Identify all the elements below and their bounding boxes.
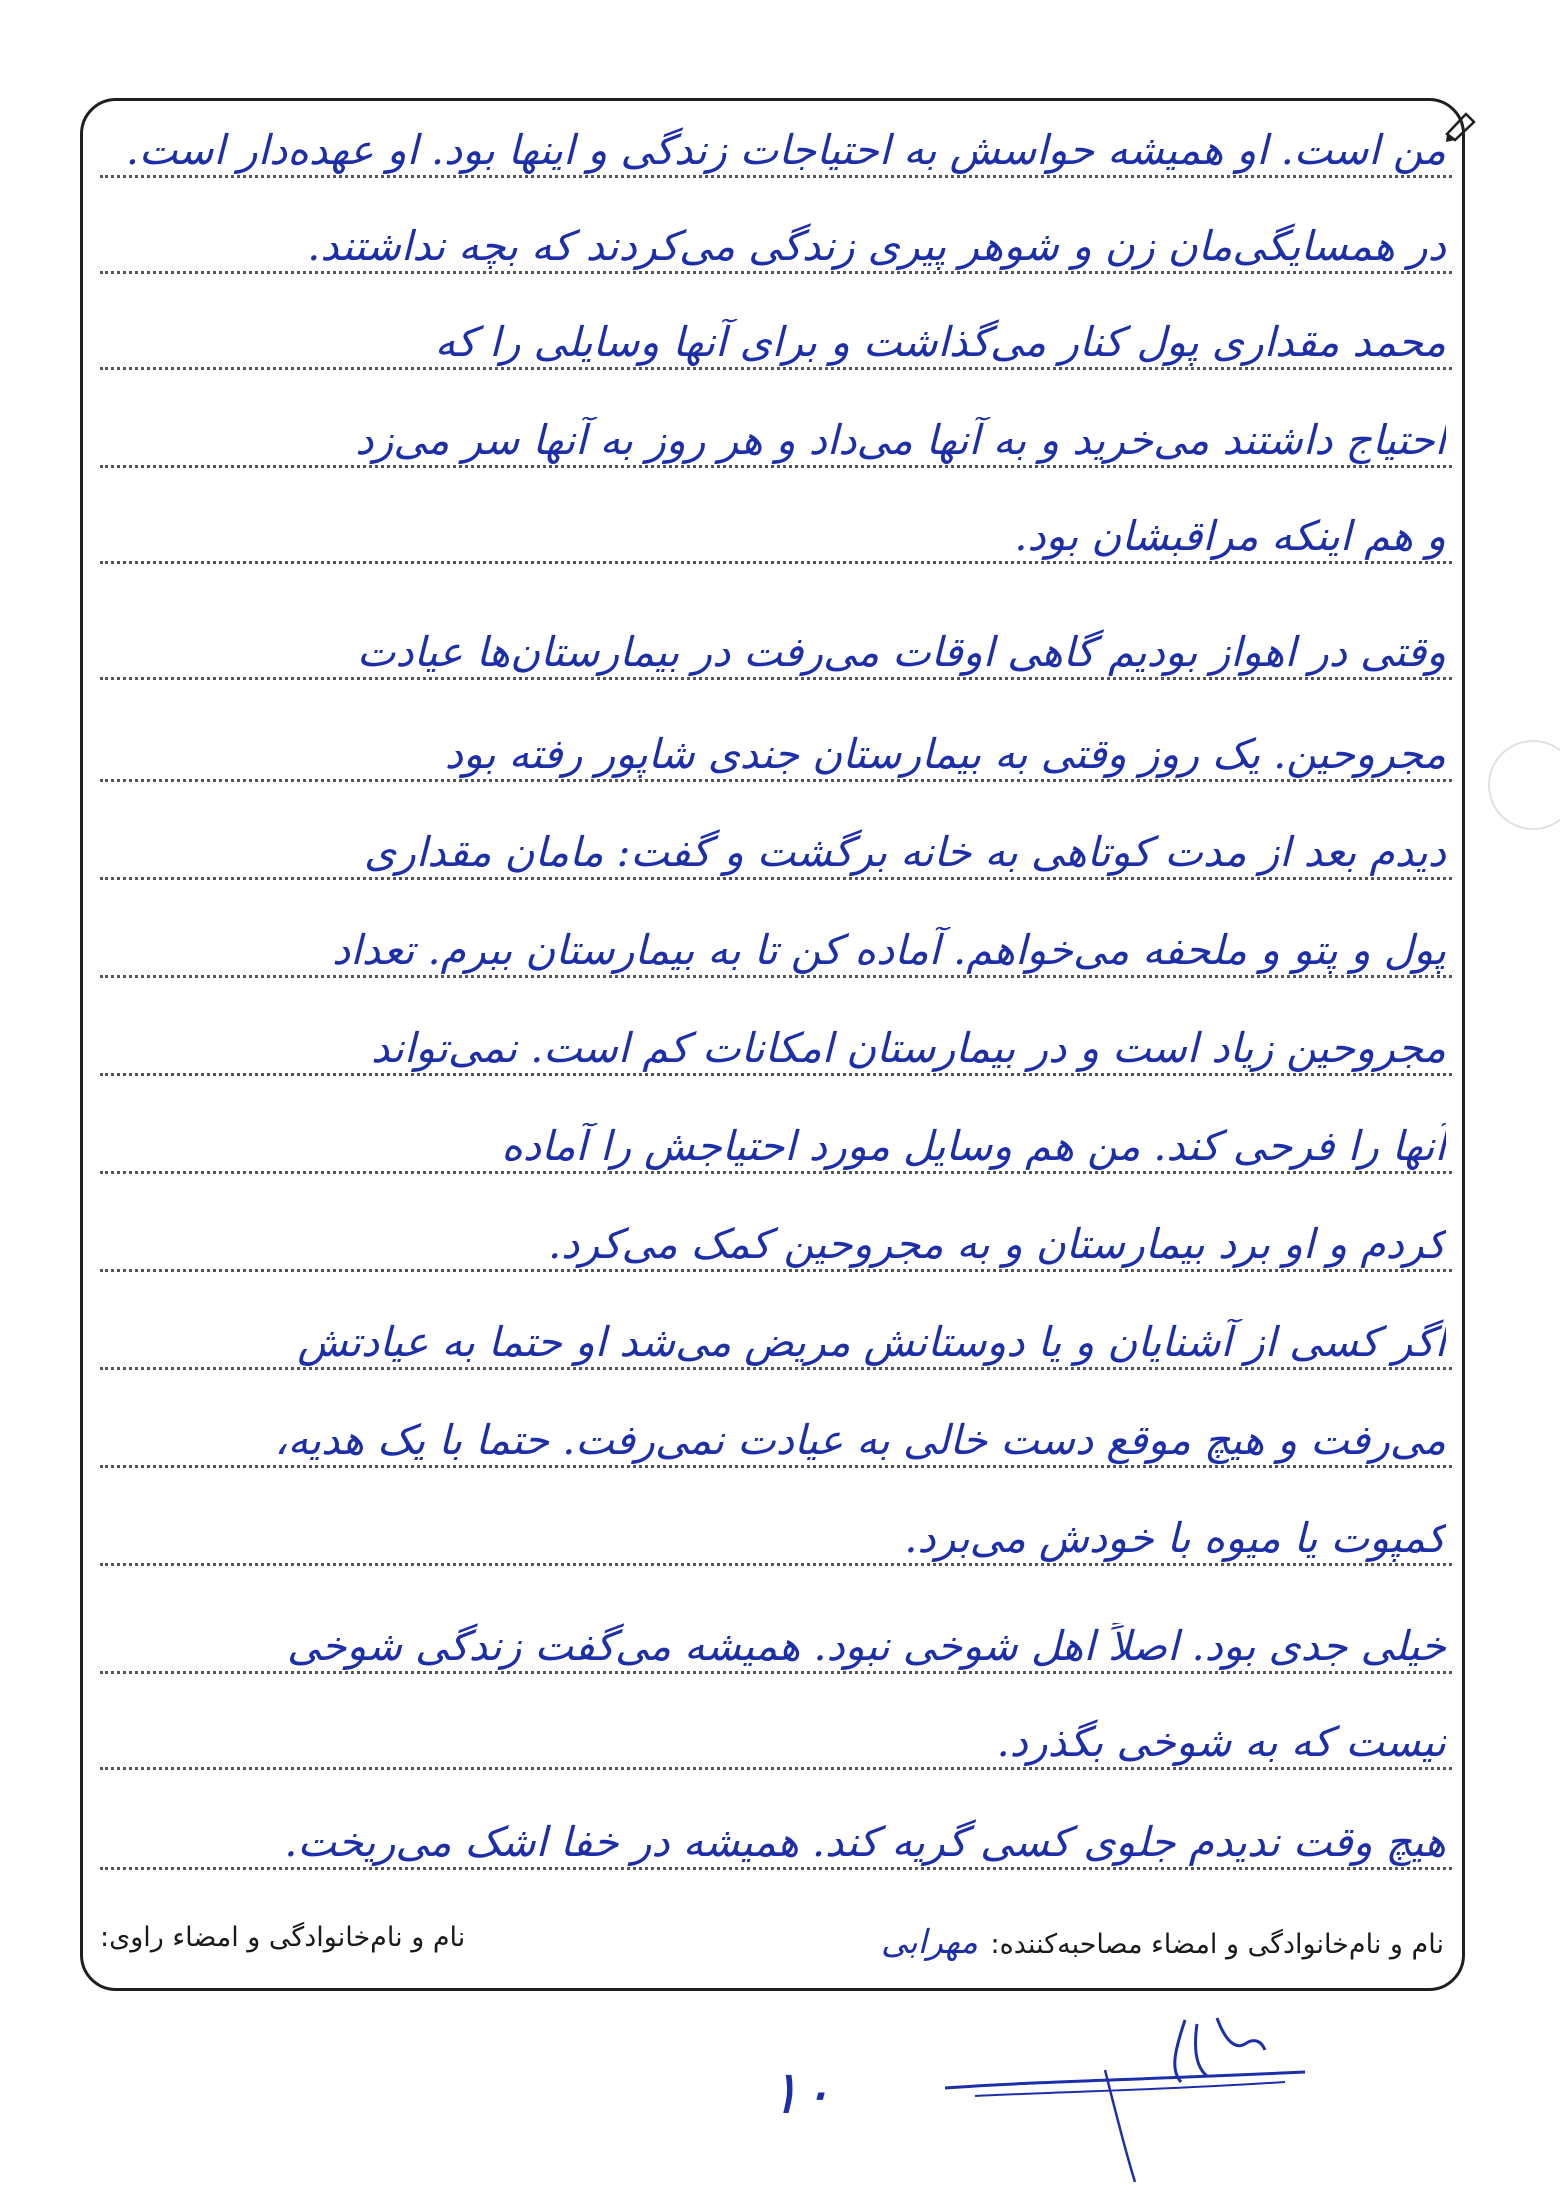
text-line (100, 898, 1452, 990)
text-line (100, 1690, 1452, 1782)
line-text: هیچ وقت ندیدم جلوی کسی گریه کند. همیشه در خفا اشک می‌ریخت. (284, 1818, 1446, 1866)
handwritten-signature (935, 2010, 1315, 2190)
text-line (100, 1594, 1452, 1686)
line-text: وقتی در اهواز بودیم گاهی اوقات می‌رفت در بیمارستان‌ها عیادت (356, 628, 1446, 676)
text-line (100, 702, 1452, 794)
text-line (100, 1790, 1452, 1882)
line-text: در همسایگی‌مان زن و شوهر پیری زندگی می‌کردند که بچه نداشتند. (307, 222, 1446, 270)
signature-footer (100, 1918, 1452, 1964)
line-text: اگر کسی از آشنایان و یا دوستانش مریض می‌شد او حتما به عیادتش (297, 1318, 1446, 1366)
interviewer-label: نام و نام‌خانوادگی و امضاء مصاحبه‌کننده: (990, 1929, 1444, 1960)
text-line (100, 98, 1452, 190)
text-line (100, 800, 1452, 892)
line-text: مجروحین زیاد است و در بیمارستان امکانات کم است. نمی‌تواند (370, 1024, 1446, 1072)
interviewer-block (881, 1922, 1444, 1961)
text-line (100, 194, 1452, 286)
narrator-label: نام و نام‌خانوادگی و امضاء راوی: (100, 1922, 466, 1953)
line-text: پول و پتو و ملحفه می‌خواهم. آماده کن تا به بیمارستان ببرم. تعداد (332, 926, 1446, 974)
text-line (100, 1192, 1452, 1284)
binder-hole (1488, 740, 1560, 830)
text-line (100, 1094, 1452, 1186)
text-line (100, 1388, 1452, 1480)
text-line (100, 484, 1452, 576)
text-line (100, 996, 1452, 1088)
line-text: احتیاج داشتند می‌خرید و به آنها می‌داد و هر روز به آنها سر می‌زد (355, 416, 1446, 464)
interviewer-signature: مهرابی (880, 1922, 978, 1961)
line-text: نیست که به شوخی بگذرد. (996, 1718, 1446, 1766)
line-text: محمد مقداری پول کنار می‌گذاشت و برای آنها وسایلی را که (434, 318, 1446, 366)
line-text: و هم اینکه مراقبشان بود. (1014, 512, 1446, 560)
line-text: مجروحین. یک روز وقتی به بیمارستان جندی شاپور رفته بود (444, 730, 1446, 778)
text-line (100, 388, 1452, 480)
line-text: آنها را فرحی کند. من هم وسایل مورد احتیاجش را آماده (501, 1122, 1446, 1170)
page-number: ۱۰ (768, 2058, 833, 2128)
line-text: می‌رفت و هیچ موقع دست خالی به عیادت نمی‌رفت. حتما با یک هدیه، (274, 1416, 1446, 1464)
line-text: من است. او همیشه حواسش به احتیاجات زندگی و اینها بود. او عهده‌دار است. (125, 126, 1446, 174)
line-text: کردم و او برد بیمارستان و به مجروحین کمک می‌کرد. (548, 1220, 1446, 1268)
line-text: دیدم بعد از مدت کوتاهی به خانه برگشت و گفت: مامان مقداری (364, 828, 1446, 876)
line-text: کمپوت یا میوه با خودش می‌برد. (904, 1514, 1446, 1562)
text-line (100, 290, 1452, 382)
text-line (100, 1486, 1452, 1578)
text-line (100, 1290, 1452, 1382)
line-text: خیلی جدی بود. اصلاً اهل شوخی نبود. همیشه می‌گفت زندگی شوخی (286, 1622, 1446, 1670)
text-line (100, 600, 1452, 692)
